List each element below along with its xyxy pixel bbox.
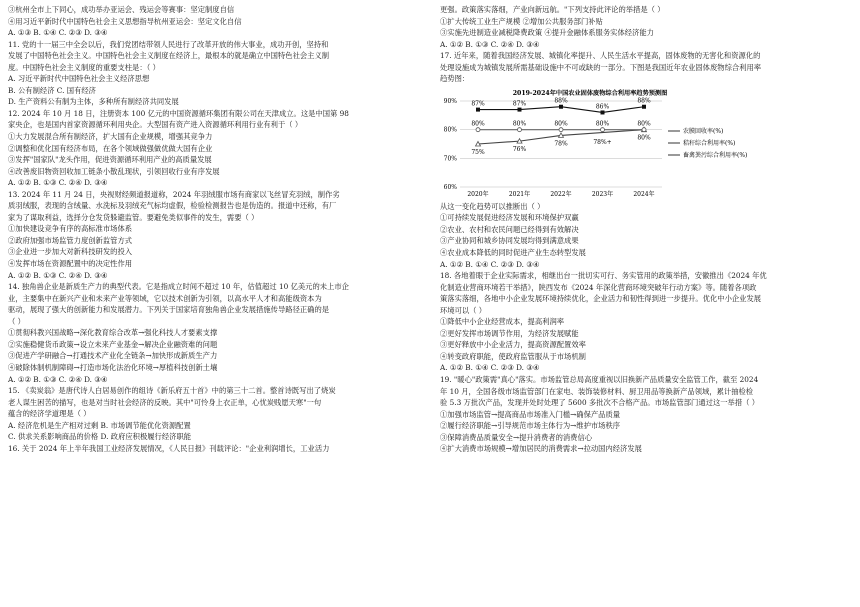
data-point	[559, 127, 563, 131]
question-text-line: 14. 独角兽企业是新质生产力的典型代表。它是指成立时间不超过 10 年，估值超过 10 亿美元的未上市企	[8, 282, 349, 292]
question-text-line: ④用习近平新时代中国特色社会主义思想指导杭州亚运会：坚定文化自信	[8, 16, 242, 26]
data-label: 75%	[471, 148, 485, 156]
data-label: 87%	[471, 100, 485, 108]
data-point	[642, 105, 646, 109]
chart-svg	[440, 87, 748, 199]
data-label: 78%	[554, 140, 568, 148]
data-label: 88%	[554, 97, 568, 105]
data-point	[559, 105, 563, 109]
question-text-line: 更强。政策落实落细，产业向新远航。"下列支持此评论的举措是（ ）	[440, 5, 665, 14]
question-text-line: A. ①② B. ①③ C. ②④ D. ③④	[8, 270, 108, 280]
question-text-line: 年 10 月，全国各级市场监管部门在家电、装饰装修材料、厨卫用品等换新产品领域，累计抽检检	[440, 386, 754, 396]
y-tick-label: 90%	[443, 97, 457, 105]
question-text-line: ①扩大传统工业生产规模 ②增加公共服务部门补贴	[440, 16, 603, 26]
question-text-line: ②政府加强市场监管力度创新监管方式	[8, 235, 133, 245]
data-label: 87%	[512, 100, 527, 108]
data-label: 80%	[554, 120, 568, 128]
question-text-line: C. 供求关系影响商品的价格 D. 政府应积极履行经济职能	[8, 432, 192, 442]
question-text-line: 验 5.3 万批次产品，发现并处时处理了 5600 多批次不合格产品。市场监管部门通过这一举措（ ）	[440, 398, 760, 408]
question-text-line: ③发挥"国家队"龙头作用，促进资源循环利用产业的高质量发展	[8, 155, 212, 165]
question-text-line: 家为了谋取利益，选择分仓发货躲避监管。要避免类似事件的发生，需要（ ）	[8, 212, 259, 222]
question-text-line: ④破除体制机制障碍→打造市场化法治化环境→厚植科技创新土壤	[8, 362, 218, 372]
question-text-line: 15. 《卖炭翁》是唐代诗人白居易创作的组诗《新乐府五十首》中的第三十二首。整首诗既写出了烧炭	[8, 386, 336, 396]
question-text-line: 从这一变化趋势可以推断出（ ）	[440, 201, 545, 211]
data-point	[601, 110, 605, 114]
data-label: 80%	[471, 120, 485, 128]
data-label: 80%	[637, 120, 651, 128]
question-text-line: 趋势图：	[440, 74, 470, 84]
question-text-line: ③保障消费品质量安全→提升消费者的消费信心	[440, 432, 593, 442]
question-text-line: 17. 近年来，随着我国经济发展、城镇化率提升、人民生活水平提高，固体废物的无害化和资源化的	[440, 51, 761, 61]
question-text-line: ①加强市场监管→提高商品市场准入门槛→确保产品质量	[440, 409, 621, 419]
question-text-line: 驱动，展现了强大的创新能力和发展潜力。下列关于国家培育独角兽企业发展措施传导路径正确的是	[8, 305, 330, 315]
utilization-trend-chart	[440, 87, 748, 199]
question-text-line: 业，主要集中在新兴产业和未来产业等领域，它以技术创新为引领，以高水平人才和高能级资本为	[8, 293, 322, 303]
x-tick-label: 2024年	[633, 190, 655, 198]
question-text-line: A. ①② B. ①③ C. ②④ D. ③④	[8, 178, 108, 188]
question-text-line: ④扩大消费市场规模→增加居民的消费需求→拉动国内经济发展	[440, 444, 642, 454]
x-tick-label: 2023年	[591, 190, 614, 198]
question-text-line: ①可持续发展促进经济发展和环境保护双赢	[440, 213, 579, 223]
x-tick-label: 2020年	[467, 190, 489, 198]
question-text-line: 环境可以（ ）	[440, 305, 487, 315]
question-text-line: ③促进产学研融合→打通技术产业化全链条→加快形成新质生产力	[8, 351, 218, 361]
data-label: 88%	[637, 97, 651, 105]
question-text-line: 处理设施成为城镇发展所需基础设施中不可或缺的一部分。下图是我国近年农业固体废物综合利用率	[440, 62, 762, 72]
question-text-line: ②农业、农村和农民问题已经得到有效解决	[440, 224, 579, 234]
data-label: 76%	[512, 145, 527, 153]
data-point	[518, 107, 522, 111]
question-text-line: 19. "暖心"政策需"真心"落实。市场监管总局高度重视以旧换新产品质量安全监管工作，截至 2024	[440, 375, 759, 385]
data-point	[601, 127, 605, 131]
question-text-line: ②履行经济职能→引导规范市场主体行为→维护市场秩序	[440, 421, 621, 431]
question-text-line: 策落实落细，各地中小企业发展环境持续优化，企业活力和韧性得到进一步提升。优化中小企业发展	[440, 294, 762, 304]
question-text-line: ②更好发挥市场调节作用，为经济发展赋能	[440, 328, 579, 338]
question-text-line: 12. 2024 年 10 月 18 日，注册资本 100 亿元的中国资源循环集团有限公司在天津成立。这是中国第 98	[8, 108, 349, 118]
legend-entry: 农膜回收率(%)	[683, 127, 724, 135]
question-text-line: 16. 关于 2024 年上半年我国工业经济发展情况，《人民日报》刊载评论："企业利润增长，工业活力	[8, 443, 330, 453]
y-tick-label: 70%	[443, 155, 457, 163]
question-text-line: ③实施先进制造业减税降费政策 ④提升金融体系服务实体经济能力	[440, 28, 654, 38]
question-text-line: ①降低中小企业经营成本，提高利润率	[440, 317, 565, 327]
question-text-line: ②实施稳健货币政策→设立未来产业基金→解决企业融资难的问题	[8, 339, 218, 349]
question-text-line: ④农业成本降低的同时促进产业生态转型发展	[440, 248, 586, 258]
data-label: 80%	[512, 120, 527, 128]
question-text-line: 老人谋生困苦的描写，也是对当时社会经济的反映。其中"可怜身上衣正单，心忧炭贱愿天寒"一句	[8, 397, 322, 407]
data-point	[476, 127, 480, 131]
question-text-line: 家央企，也是国内首家资源循环利用央企。大型国有资产进入资源循环利用行业有利于（ ）	[8, 120, 303, 130]
question-text-line: 发展了中国特色社会主义。中国特色社会主义制度在经济上，最根本的就是确立中国特色社会主义制	[8, 51, 330, 61]
question-text-line: ③杭州全市上下同心，成功举办亚运会、残运会等赛事：坚定制度自信	[8, 5, 235, 14]
question-text-line: 化制造业营商环境若干举措》，陕西发布《2024 年深化营商环境突破年行动方案》等。随着各项政	[440, 282, 757, 292]
question-text-line: 18. 各地着眼于企业实际需求，相继出台一批切实可行、务实管用的政策举措，安徽推出《2024 年优	[440, 271, 767, 281]
question-text-line: A. ①② B. ①④ C. ②③ D. ③④	[440, 363, 540, 373]
question-text-line: 质羽绒服，表现的含绒量、水洗标及羽绒充气标均虚假，检验检测报告也是伪造的。报道中还称，有厂	[8, 201, 337, 211]
question-text-line: A. ①② B. ①④ C. ②③ D. ③④	[440, 259, 540, 269]
data-point	[518, 127, 522, 131]
question-text-line: B. 公有制经济 C. 国有经济	[8, 85, 96, 95]
y-tick-label: 80%	[443, 126, 457, 134]
question-text-line: ③企业进一步加大对新科技研发的投入	[8, 247, 133, 257]
x-tick-label: 2022年	[550, 190, 572, 198]
question-text-line: ③产业协同和城乡协同发展均得到满意成果	[440, 236, 579, 246]
question-text-line: A. ①② B. ①③ C. ②④ D. ③④	[440, 39, 540, 49]
legend-entry: 畜禽粪污综合利用率(%)	[683, 151, 748, 159]
x-tick-label: 2021年	[508, 190, 531, 198]
question-text-line: 度。中国特色社会主义制度的重要支柱是：（ ）	[8, 62, 160, 72]
chart-title: 2019-2024年中国农业固体废物综合利用率趋势预测图	[512, 89, 668, 97]
question-text-line: A. ①③ B. ①④ C. ②③ D. ③④	[8, 28, 108, 38]
question-text-line: ②调整和优化国有经济布局，在各个领域做强做优做大国有企业	[8, 143, 213, 153]
question-text-line: ④发挥市场在资源配置中的决定性作用	[8, 259, 133, 269]
data-point	[642, 127, 646, 131]
data-label: 80%	[595, 120, 610, 128]
data-label: 80%	[637, 134, 651, 142]
question-text-line: ①贯彻科教兴国战略→深化教育综合改革→强化科技人才要素支撑	[8, 328, 218, 338]
left-column	[8, 4, 418, 454]
question-text-line: 13. 2024 年 11 月 24 日，央视财经频道报道称，2024 年羽绒服市场有商家以飞丝冒充羽绒，制作劣	[8, 189, 340, 199]
data-point	[476, 107, 480, 111]
question-text-line: ①加快建设竞争有序的高标准市场体系	[8, 224, 133, 234]
question-text-line: ③更好释放中小企业活力，提高资源配置效率	[440, 340, 586, 350]
legend-entry: 秸秆综合利用率(%)	[683, 139, 736, 147]
question-text-line: A. 经济危机是生产相对过剩 B. 市场调节能优化资源配置	[8, 420, 191, 430]
data-label: 78%+	[593, 138, 612, 146]
question-text-line: 11. 党的十一届三中全会以后，我们党团结带领人民进行了改革开放的伟大事业，成功开创，坚持和	[8, 39, 329, 49]
question-text-line: ④改善废旧物资回收加工链条小散乱现状，引领回收行业有序发展	[8, 166, 220, 176]
question-text-line: ④转变政府职能，使政府监管服从于市场机制	[440, 351, 586, 361]
question-text-line: （ ）	[8, 316, 25, 326]
question-text-line: A. 习近平新时代中国特色社会主义经济思想	[8, 74, 150, 84]
question-text-line: 蕴含的经济学道理是（ ）	[8, 409, 91, 419]
data-label: 86%	[595, 103, 610, 111]
y-tick-label: 60%	[443, 183, 457, 191]
question-text-line: ①大力发展混合所有制经济，扩大国有企业规模，增强其竞争力	[8, 132, 213, 142]
right-column	[440, 4, 850, 455]
question-text-line: D. 生产资料公有制为主体，多种所有制经济共同发展	[8, 97, 179, 107]
question-text-line: A. ①② B. ①③ C. ②④ D. ③④	[8, 374, 108, 384]
